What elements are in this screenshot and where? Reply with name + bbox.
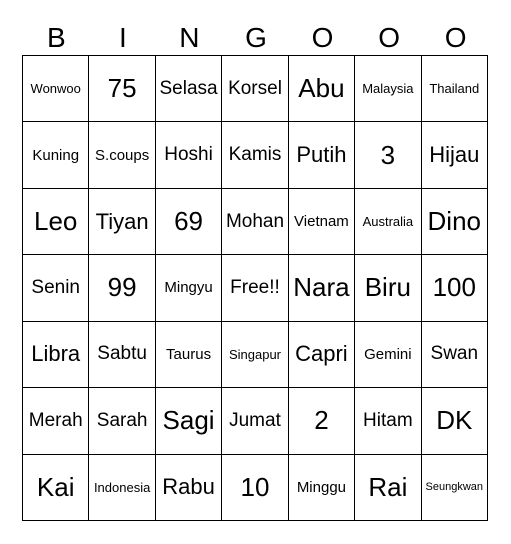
bingo-cell: Hitam (355, 388, 421, 454)
bingo-cell: Capri (289, 322, 355, 388)
bingo-cell: Nara (289, 255, 355, 321)
bingo-cell: Dino (422, 189, 488, 255)
bingo-cell: Sarah (89, 388, 155, 454)
bingo-cell: Thailand (422, 56, 488, 122)
bingo-cell: Rai (355, 455, 421, 521)
header-letter: B (46, 22, 66, 53)
bingo-cell: Sabtu (89, 322, 155, 388)
bingo-cell: 10 (222, 455, 288, 521)
bingo-cell: Vietnam (289, 189, 355, 255)
header-letter: O (311, 22, 334, 53)
bingo-cell: Hoshi (156, 122, 222, 188)
header-letter: G (245, 22, 267, 53)
bingo-cell: Rabu (156, 455, 222, 521)
bingo-cell: Putih (289, 122, 355, 188)
bingo-cell: Free!! (222, 255, 288, 321)
bingo-header (23, 20, 489, 56)
bingo-cell: Korsel (222, 56, 288, 122)
bingo-cell: 3 (355, 122, 421, 188)
header-letter: N (179, 22, 200, 53)
bingo-cell: 75 (89, 56, 155, 122)
bingo-cell: Biru (355, 255, 421, 321)
bingo-board (22, 55, 488, 521)
bingo-cell: 69 (156, 189, 222, 255)
bingo-cell: Hijau (422, 122, 488, 188)
bingo-cell: Kai (23, 455, 89, 521)
bingo-cell: Leo (23, 189, 89, 255)
bingo-cell: Singapur (222, 322, 288, 388)
bingo-cell: 99 (89, 255, 155, 321)
header-letter: O (378, 22, 400, 53)
bingo-cell: Mingyu (156, 255, 222, 321)
bingo-cell: Tiyan (89, 189, 155, 255)
bingo-cell: Seungkwan (422, 455, 488, 521)
bingo-cell: Mohan (222, 189, 288, 255)
bingo-cell: Minggu (289, 455, 355, 521)
header-letter: O (444, 22, 467, 53)
bingo-cell: Taurus (156, 322, 222, 388)
bingo-cell: Wonwoo (23, 56, 89, 122)
bingo-cell: Kamis (222, 122, 288, 188)
bingo-cell: Merah (23, 388, 89, 454)
bingo-cell: Senin (23, 255, 89, 321)
bingo-cell: Indonesia (89, 455, 155, 521)
bingo-cell: Jumat (222, 388, 288, 454)
bingo-cell: Libra (23, 322, 89, 388)
bingo-cell: Australia (355, 189, 421, 255)
bingo-cell: Swan (422, 322, 488, 388)
bingo-cell: Abu (289, 56, 355, 122)
bingo-cell: Selasa (156, 56, 222, 122)
bingo-cell: Sagi (156, 388, 222, 454)
bingo-cell: Kuning (23, 122, 89, 188)
bingo-cell: Malaysia (355, 56, 421, 122)
bingo-cell: S.coups (89, 122, 155, 188)
bingo-cell: Gemini (355, 322, 421, 388)
bingo-cell: DK (422, 388, 488, 454)
header-letter: I (118, 22, 127, 53)
bingo-cell: 100 (422, 255, 488, 321)
bingo-cell: 2 (289, 388, 355, 454)
